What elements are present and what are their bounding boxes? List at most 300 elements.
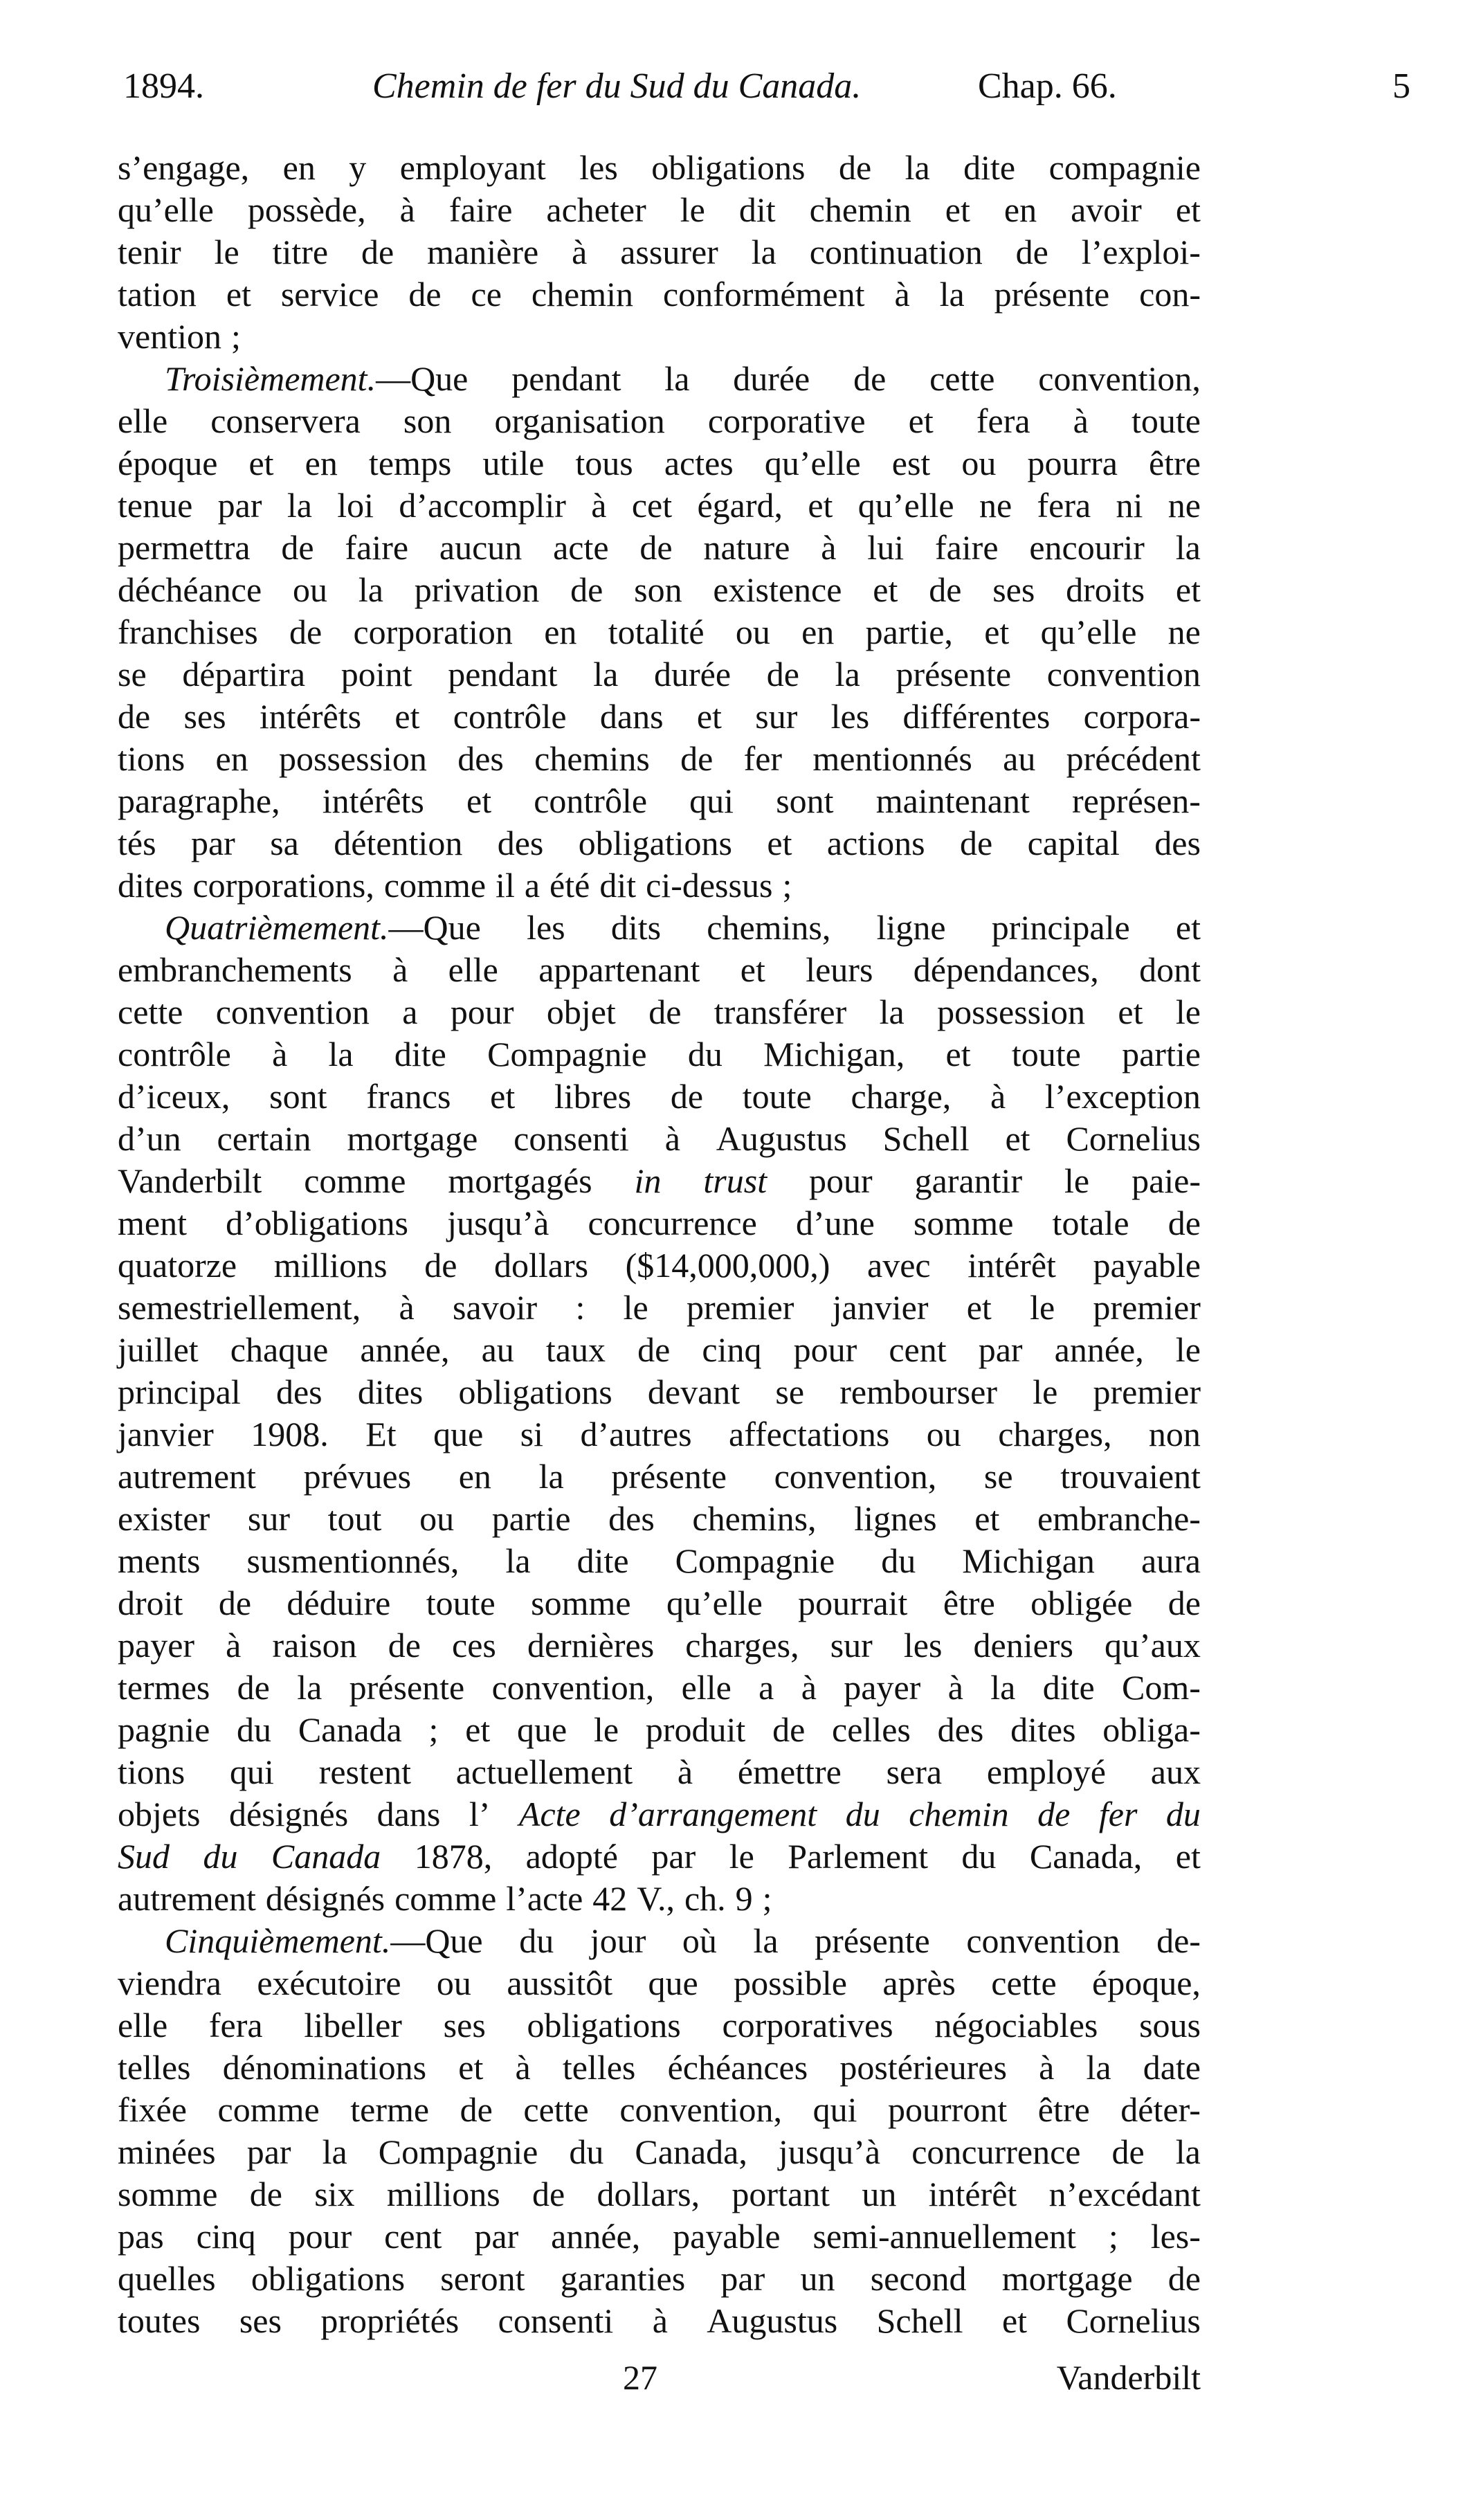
- word-group: [165, 358, 468, 400]
- word: la: [297, 1668, 322, 1707]
- word: désignés: [228, 1795, 349, 1833]
- word: fixée: [118, 2090, 187, 2129]
- word: manière: [427, 233, 539, 271]
- word: que: [517, 1710, 567, 1749]
- word: présente: [815, 1921, 930, 1960]
- word: année,: [551, 2217, 641, 2256]
- word: dits: [610, 908, 662, 947]
- word: seront: [440, 2259, 525, 2298]
- word: avec: [867, 1246, 931, 1285]
- word: Canada,: [635, 2132, 747, 2171]
- word: par: [651, 1837, 696, 1876]
- word: se: [118, 655, 147, 694]
- word: de: [424, 1246, 457, 1285]
- word: payer: [844, 1668, 921, 1707]
- word: par: [978, 1330, 1023, 1369]
- word: faire: [448, 190, 513, 229]
- word: charges,: [685, 1626, 799, 1665]
- word: cette: [523, 2090, 589, 2129]
- word: de: [460, 2090, 493, 2129]
- word: et: [945, 1035, 971, 1073]
- word: somme: [531, 1584, 631, 1622]
- word: déter-: [1120, 2090, 1201, 2129]
- word: temps: [368, 444, 452, 482]
- word: de: [118, 697, 151, 736]
- word: ses: [183, 697, 226, 736]
- word: par: [217, 486, 262, 525]
- word: fera: [208, 2006, 263, 2045]
- text-line: [118, 2215, 1201, 2258]
- word: premier: [686, 1288, 794, 1327]
- word: la: [322, 2132, 347, 2171]
- word: libeller: [304, 2006, 402, 2045]
- word: du: [569, 2132, 604, 2171]
- word: être: [943, 1584, 995, 1622]
- text-line: [118, 1456, 1201, 1498]
- word: comme: [383, 866, 487, 905]
- word: intérêts: [259, 697, 362, 736]
- word: la: [751, 233, 776, 271]
- word: chaque: [230, 1330, 329, 1369]
- word: cinq: [702, 1330, 762, 1369]
- word: susmentionnés,: [246, 1541, 460, 1580]
- word: avoir: [1071, 190, 1142, 229]
- italic-word: du: [845, 1795, 880, 1833]
- word: de: [639, 528, 673, 567]
- word: en: [458, 1457, 491, 1496]
- word: embranchements: [118, 950, 352, 989]
- italic-word: Quatrièmement.: [165, 908, 389, 947]
- word: déchéance: [118, 570, 262, 609]
- header-year: 1894.: [123, 66, 204, 106]
- word: corpora-: [1083, 697, 1201, 736]
- word: sera: [886, 1752, 943, 1791]
- word: représen-: [1071, 781, 1201, 820]
- text-line: [118, 1793, 1201, 1835]
- text-line: [118, 949, 1201, 991]
- word: de: [680, 739, 714, 778]
- text-line: [118, 1498, 1201, 1540]
- word: Compagnie: [675, 1541, 835, 1580]
- word: comme: [304, 1161, 406, 1200]
- word: ou: [419, 1499, 455, 1538]
- word: Vanderbilt: [118, 1161, 262, 1200]
- word: les: [830, 697, 870, 736]
- word: précédent: [1066, 739, 1201, 778]
- word: intérêt: [967, 1246, 1056, 1285]
- word: fer: [743, 739, 783, 778]
- word: terme: [350, 2090, 430, 2129]
- word: par: [720, 2259, 765, 2298]
- word: par: [246, 2132, 291, 2171]
- word: possède,: [247, 190, 366, 229]
- word: le: [1033, 1372, 1058, 1411]
- word: fera: [976, 401, 1030, 440]
- page-footer: [118, 2353, 1201, 2402]
- word: rembourser: [839, 1372, 997, 1411]
- word: Com-: [1122, 1668, 1201, 1707]
- word: garanties: [560, 2259, 686, 2298]
- word: la: [1175, 528, 1201, 567]
- word: permettra: [118, 528, 251, 567]
- word: obligations: [651, 148, 806, 187]
- word: de: [570, 570, 603, 609]
- text-line: [118, 991, 1201, 1033]
- word: et: [490, 1077, 516, 1116]
- word: convention: [215, 992, 370, 1031]
- word: la: [287, 486, 312, 525]
- word: l’exception: [1044, 1077, 1201, 1116]
- word: savoir: [452, 1288, 538, 1327]
- word: et: [966, 1288, 992, 1327]
- word: 1908.: [251, 1415, 329, 1453]
- word: objets: [118, 1795, 201, 1833]
- word: dans: [599, 697, 664, 736]
- word: elle: [118, 2006, 168, 2045]
- word: dernières: [527, 1626, 655, 1665]
- word: consenti: [514, 1119, 629, 1158]
- word: ne: [979, 486, 1012, 525]
- word: possible: [734, 1964, 847, 2002]
- word: semi-annuellement: [812, 2217, 1076, 2256]
- word: toute: [1131, 401, 1201, 440]
- word: le: [729, 1837, 754, 1876]
- word: mortgagés: [448, 1161, 592, 1200]
- word: pendant: [511, 359, 621, 398]
- word: un: [800, 2259, 835, 2298]
- word: ces: [452, 1626, 496, 1665]
- word: partie,: [865, 613, 953, 651]
- word: janvier: [832, 1288, 929, 1327]
- word: adopté: [525, 1837, 618, 1876]
- italic-word: fer: [1098, 1795, 1138, 1833]
- italic-word: in: [634, 1161, 662, 1200]
- word: Schell: [882, 1119, 970, 1158]
- word: six: [314, 2175, 355, 2213]
- word: en: [282, 148, 316, 187]
- word: de: [218, 1584, 252, 1622]
- word: tenue: [118, 486, 193, 525]
- word: et: [696, 697, 722, 736]
- word: cinq: [196, 2217, 256, 2256]
- word: maintenant: [875, 781, 1030, 820]
- word: qu’elle: [857, 486, 954, 525]
- word: la: [593, 655, 619, 694]
- word: de: [929, 570, 962, 609]
- word: le: [214, 233, 239, 271]
- text-line: [118, 864, 1201, 907]
- word: d’un: [118, 1119, 181, 1158]
- text-line: [118, 738, 1201, 780]
- word: et: [466, 781, 492, 820]
- word: et: [1175, 570, 1201, 609]
- word: payable: [1093, 1246, 1201, 1285]
- word: dit: [599, 866, 637, 905]
- word: à: [821, 528, 837, 567]
- word: francs: [366, 1077, 451, 1116]
- text-line: [118, 1371, 1201, 1413]
- word: Augustus: [707, 2301, 838, 2340]
- word: Parlement: [788, 1837, 928, 1876]
- italic-word: chemin: [909, 1795, 1009, 1833]
- word: cette: [929, 359, 995, 398]
- word: nature: [703, 528, 790, 567]
- word: ;: [1108, 2217, 1118, 2256]
- text-line: [118, 1962, 1201, 2004]
- text-line: [118, 1413, 1201, 1456]
- word: et: [974, 1499, 1000, 1538]
- word: être: [1149, 444, 1201, 482]
- word: s’engage,: [118, 148, 250, 187]
- word: sur: [247, 1499, 291, 1538]
- word: d’autres: [580, 1415, 692, 1453]
- italic-word: trust: [703, 1161, 767, 1200]
- word: de: [249, 2175, 282, 2213]
- text-line: [118, 316, 1201, 358]
- word: durée: [654, 655, 732, 694]
- word: négociables: [934, 2006, 1098, 2045]
- text-line: [118, 1582, 1201, 1624]
- text-line: [118, 1076, 1201, 1118]
- word: mentionnés: [812, 739, 972, 778]
- running-head: [123, 59, 1410, 114]
- word: les: [579, 148, 618, 187]
- italic-word: Canada: [271, 1837, 381, 1876]
- text-line: [118, 1624, 1201, 1667]
- word: payable: [673, 2217, 781, 2256]
- word: à: [392, 950, 408, 989]
- word: aucun: [439, 528, 523, 567]
- header-chapter: Chap. 66.: [978, 66, 1117, 106]
- word: et: [908, 401, 934, 440]
- word: y: [349, 148, 367, 187]
- word: de: [281, 528, 314, 567]
- word: convention,: [491, 1668, 655, 1707]
- word: obligations: [527, 2006, 681, 2045]
- word: tenir: [118, 233, 181, 271]
- word: toutes: [118, 2301, 201, 2340]
- word: raison: [272, 1626, 357, 1665]
- text-line: [118, 484, 1201, 527]
- word: et: [984, 613, 1010, 651]
- text-line: [118, 907, 1201, 949]
- word: en: [1003, 190, 1037, 229]
- word: qu’elle: [666, 1584, 763, 1622]
- word: au: [481, 1330, 514, 1369]
- word: Canada: [298, 1710, 402, 1749]
- text-line: [118, 1709, 1201, 1751]
- text-line: [118, 358, 1201, 400]
- word: possession: [279, 739, 427, 778]
- word: privation: [414, 570, 540, 609]
- word: date: [1143, 2048, 1201, 2087]
- word: et: [740, 950, 765, 989]
- word: le: [1064, 1161, 1090, 1200]
- text-line: [118, 231, 1201, 273]
- word: dit: [738, 190, 776, 229]
- word: cet: [631, 486, 673, 525]
- word: de: [838, 148, 872, 187]
- word: 42: [592, 1879, 628, 1918]
- word: de: [1111, 2132, 1145, 2171]
- word: convention,: [774, 1457, 937, 1496]
- word: que: [648, 1964, 698, 2002]
- word: elle: [681, 1668, 732, 1707]
- signature-mark: 27: [623, 2358, 657, 2397]
- word: faire: [345, 528, 409, 567]
- word: utile: [482, 444, 545, 482]
- word: sur: [830, 1626, 873, 1665]
- word: totalité: [608, 613, 705, 651]
- word: intérêts: [322, 781, 424, 820]
- word: de-: [1156, 1921, 1201, 1960]
- word: 9: [735, 1879, 753, 1918]
- word: second: [870, 2259, 967, 2298]
- word: quelles: [118, 2259, 216, 2298]
- word: Michigan: [962, 1541, 1095, 1580]
- word: les: [527, 908, 565, 947]
- catchword: Vanderbilt: [1056, 2358, 1201, 2397]
- word: toute: [426, 1584, 496, 1622]
- word: des: [497, 824, 544, 862]
- word: tation: [118, 275, 197, 314]
- word: telles: [562, 2048, 636, 2087]
- word: qu’aux: [1105, 1626, 1201, 1665]
- word: dénominations: [222, 2048, 427, 2087]
- word: toute: [1011, 1035, 1081, 1073]
- word: millions: [273, 1246, 388, 1285]
- word: et: [1001, 2301, 1028, 2340]
- word: chemins: [534, 739, 650, 778]
- word: certain: [217, 1119, 311, 1158]
- word: pagnie: [118, 1710, 210, 1749]
- word: époque: [118, 444, 218, 482]
- word: et: [458, 2048, 484, 2087]
- word: con-: [1139, 275, 1201, 314]
- word: cette: [118, 992, 183, 1031]
- word: convention: [1046, 655, 1201, 694]
- word: telles: [118, 2048, 191, 2087]
- word-group: [165, 907, 481, 949]
- word: semestriellement,: [118, 1288, 361, 1327]
- word: et: [1118, 992, 1143, 1031]
- word: son: [403, 401, 452, 440]
- word: à: [1039, 2048, 1055, 2087]
- text-line: [118, 1878, 1201, 1920]
- word: existence: [713, 570, 842, 609]
- word: prévues: [303, 1457, 412, 1496]
- word: possession: [937, 992, 1086, 1031]
- word: et: [465, 1710, 491, 1749]
- word: exister: [118, 1499, 210, 1538]
- word: de: [766, 655, 799, 694]
- word: chemins,: [692, 1499, 817, 1538]
- word: présente: [611, 1457, 727, 1496]
- word: portant: [732, 2175, 830, 2213]
- text-line: [118, 822, 1201, 864]
- italic-word: Troisièmement.: [165, 359, 376, 398]
- word: la: [538, 1457, 564, 1496]
- word: se: [775, 1372, 805, 1411]
- word: encourir: [1029, 528, 1145, 567]
- word: à: [947, 1668, 963, 1707]
- word: dite: [394, 1035, 446, 1073]
- word: le: [680, 190, 705, 229]
- text-line: [118, 611, 1201, 653]
- word: à: [272, 1035, 288, 1073]
- word: elle: [448, 950, 498, 989]
- word: échéances: [667, 2048, 808, 2087]
- word: dans: [376, 1795, 441, 1833]
- word: la: [905, 148, 930, 187]
- word: ou: [292, 570, 327, 609]
- word: transférer: [714, 992, 847, 1031]
- word: le: [623, 1288, 648, 1327]
- word: le: [594, 1710, 619, 1749]
- text-line: [118, 569, 1201, 611]
- word: de: [289, 613, 322, 651]
- word: d’une: [795, 1204, 875, 1242]
- word: pour: [450, 992, 514, 1031]
- word: conformément: [662, 275, 865, 314]
- word: à: [990, 1077, 1006, 1116]
- word: et: [248, 444, 274, 482]
- word: à: [894, 275, 910, 314]
- word: du: [687, 1035, 723, 1073]
- word: ci-dessus: [646, 866, 773, 905]
- word: juillet: [118, 1330, 199, 1369]
- word: du: [881, 1541, 916, 1580]
- word: des: [608, 1499, 655, 1538]
- word: objet: [546, 992, 616, 1031]
- word: présente: [994, 275, 1110, 314]
- word: celles: [832, 1710, 911, 1749]
- word: titre: [272, 233, 329, 271]
- word: concurrence: [588, 1204, 757, 1242]
- word: acheter: [546, 190, 646, 229]
- word: millions: [386, 2175, 500, 2213]
- word: trouvaient: [1060, 1457, 1201, 1496]
- word: que: [433, 1415, 484, 1453]
- word: ments: [118, 1541, 201, 1580]
- text-line: [118, 2173, 1201, 2215]
- word: son: [634, 570, 682, 609]
- word: acte: [553, 528, 609, 567]
- word: taux: [545, 1330, 606, 1369]
- word: —Que: [376, 359, 469, 398]
- word: Canada,: [1029, 1837, 1143, 1876]
- text-line: [118, 1835, 1201, 1878]
- word: cette: [991, 1964, 1057, 2002]
- word: ment: [118, 1204, 187, 1242]
- word: Augustus: [716, 1119, 847, 1158]
- word: consenti: [498, 2301, 614, 2340]
- text-line: [118, 1540, 1201, 1582]
- word: actes: [664, 444, 734, 482]
- word: partie: [1122, 1035, 1201, 1073]
- word: mortgage: [347, 1119, 478, 1158]
- word: compagnie: [1048, 148, 1201, 187]
- word: exécutoire: [257, 1964, 401, 2002]
- word: pour: [288, 2217, 352, 2256]
- word: principal: [118, 1372, 241, 1411]
- word: du: [519, 1921, 554, 1960]
- word: et: [1175, 908, 1201, 947]
- word: et: [1175, 190, 1201, 229]
- word: aux: [1150, 1752, 1201, 1791]
- word: charge,: [851, 1077, 952, 1116]
- word: qui: [230, 1752, 274, 1791]
